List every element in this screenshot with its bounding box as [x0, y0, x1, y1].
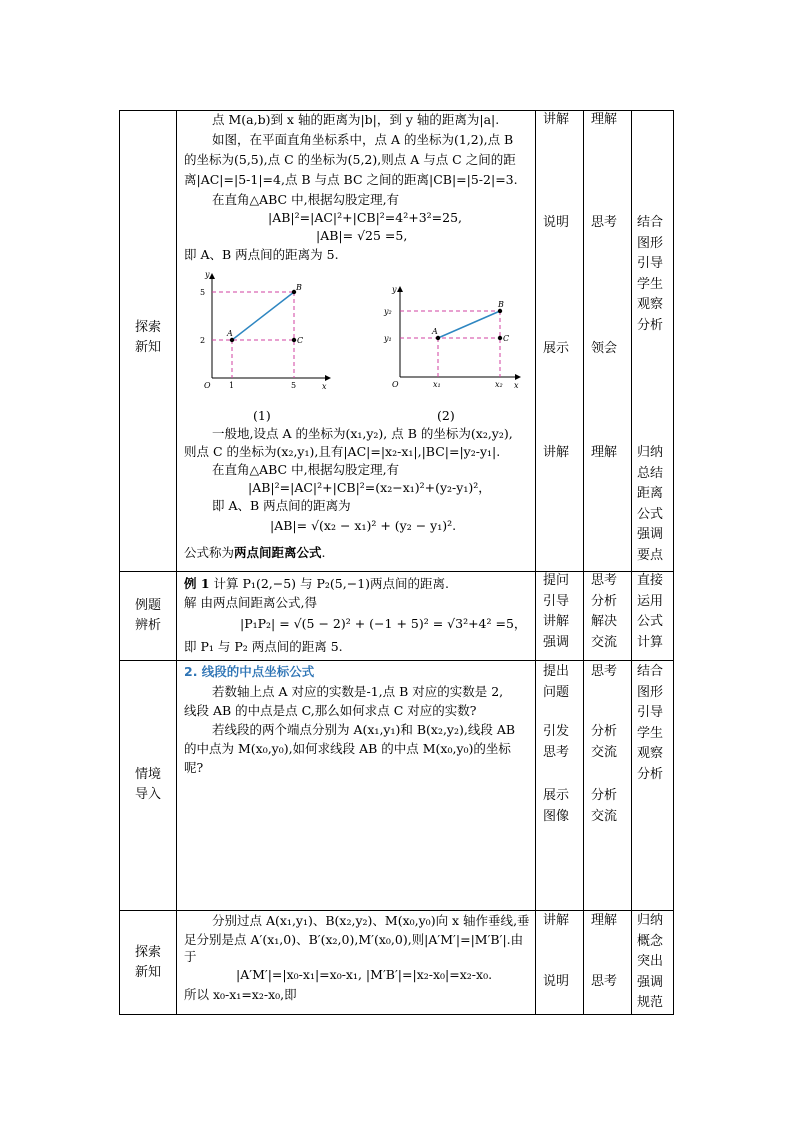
origin-label: O	[392, 380, 399, 389]
text-line: 所以 x₀-x₁=x₂-x₀,即	[184, 987, 297, 1002]
design-intent: 归纳 概念 突出 强调 规范	[637, 913, 664, 1010]
example-label: 例 1	[184, 576, 210, 591]
row-divider	[119, 571, 673, 572]
point-label: C	[297, 336, 304, 345]
axis-label: y	[205, 270, 210, 279]
text-line: 离|AC|=|5-1|=4,点 B 与点 BC 之间的距离|CB|=|5-2|=3.	[184, 172, 518, 187]
coordinate-figure-2	[370, 283, 530, 395]
text-line: 线段 AB 的中点是点 C,那么如何求点 C 对应的实数?	[184, 703, 477, 718]
text-line: 的坐标为(5,5),点 C 的坐标为(5,2),则点 A 与点 C 之间的距	[184, 152, 516, 167]
point-c	[498, 336, 502, 340]
teacher-activity: 讲解	[543, 445, 570, 460]
tick-label: y₁	[384, 334, 392, 343]
text-line: 解 由两点间距离公式,得	[184, 595, 317, 610]
text-line: 若数轴上点 A 对应的实数是-1,点 B 对应的实数是 2,	[212, 684, 504, 699]
tick-label: x₁	[433, 380, 441, 389]
teacher-activity: 讲解	[543, 112, 570, 127]
teacher-activity: 说明	[543, 215, 570, 230]
section-label: 探索 新知	[134, 945, 161, 980]
tick-label: 2	[200, 336, 206, 345]
student-activity: 思考	[591, 664, 618, 679]
col-divider	[673, 110, 674, 1015]
subsection-title: 2. 线段的中点坐标公式	[184, 664, 315, 679]
axis-label: y	[392, 285, 397, 294]
teacher-activity: 讲解	[543, 913, 570, 928]
design-intent: 结合 图形 引导 学生 观察 分析	[637, 664, 664, 782]
point-a	[436, 336, 440, 340]
axis-label: x	[514, 381, 519, 390]
origin-label: O	[204, 381, 211, 390]
text-line: 一般地,设点 A 的坐标为(x₁,y₂), 点 B 的坐标为(x₂,y₂),	[212, 426, 513, 441]
tick-label: 5	[200, 288, 206, 297]
point-a	[230, 338, 234, 342]
text-line: 在直角△ABC 中,根据勾股定理,有	[212, 192, 400, 207]
figure-caption: (1)	[253, 408, 271, 423]
example-line	[184, 574, 449, 594]
col-divider	[583, 110, 584, 1015]
teacher-activity: 引发 思考	[543, 724, 570, 760]
text-line: 呢?	[184, 760, 204, 775]
teacher-activity: 说明	[543, 974, 570, 989]
section-label: 情境 导入	[134, 767, 161, 802]
student-activity: 理解	[591, 445, 618, 460]
formula-line: |AB|= √(x₂ − x₁)² + (y₂ − y₁)².	[270, 518, 457, 533]
col-divider	[631, 110, 632, 1015]
text-line: 的中点为 M(x₀,y₀),如何求线段 AB 的中点 M(x₀,y₀)的坐标	[184, 741, 511, 756]
col-divider	[119, 110, 120, 1015]
col-divider	[176, 110, 177, 1015]
point-label: B	[498, 300, 504, 309]
text-line: 在直角△ABC 中,根据勾股定理,有	[212, 462, 400, 477]
formula-line: |P₁P₂| = √(5 − 2)² + (−1 + 5)² = √3²+4² =5，	[240, 616, 527, 631]
formula-line: |AB|²=|AC|²+|CB|²=4²+3²=25,	[268, 210, 463, 225]
point-b	[498, 309, 502, 313]
student-activity: 领会	[591, 341, 618, 356]
text-line: 于	[184, 949, 197, 964]
coordinate-figure-1	[190, 268, 340, 396]
tick-label: 5	[291, 381, 297, 390]
term-highlight: 两点间距离公式	[234, 545, 322, 560]
text-line	[184, 543, 326, 563]
student-activity: 分析 交流	[591, 724, 618, 760]
text-fragment: 公式称为	[184, 545, 235, 560]
design-intent: 直接 运用 公式 计算	[637, 573, 664, 650]
design-intent: 归纳 总结 距离 公式 强调 要点	[637, 445, 664, 563]
formula-line: |AB|= √25 =5,	[316, 228, 408, 243]
student-activity: 思考 分析 解决 交流	[591, 573, 618, 650]
point-label: A	[227, 329, 233, 338]
table-bottom-border	[119, 1014, 673, 1015]
point-label: C	[503, 334, 510, 343]
text-line: 即 P₁ 与 P₂ 两点间的距离 5.	[184, 639, 343, 654]
formula-line: |A′M′|=|x₀-x₁|=x₀-x₁, |M′B′|=|x₂-x₀|=x₂-x₀.	[236, 967, 493, 982]
section-label: 探索 新知	[134, 320, 161, 355]
text-line: 足分别是点 A′(x₁,0)、B′(x₂,0),M′(x₀,0),则|A′M′|=|M′B′|.由	[184, 932, 524, 947]
tick-label: y₂	[384, 307, 392, 316]
tick-label: x₂	[495, 380, 503, 389]
text-line: 若线段的两个端点分别为 A(x₁,y₁)和 B(x₂,y₂),线段 AB	[212, 722, 516, 737]
section-label: 例题 辨析	[134, 598, 161, 633]
text-fragment: 计算 P₁(2,−5) 与 P₂(5,−1)两点间的距离.	[213, 576, 449, 591]
point-label: A	[432, 327, 438, 336]
student-activity: 理解	[591, 112, 618, 127]
text-line: 分别过点 A(x₁,y₁)、B(x₂,y₂)、M(x₀,y₀)向 x 轴作垂线,垂	[212, 913, 530, 928]
student-activity: 分析 交流	[591, 788, 618, 824]
row-divider	[119, 660, 673, 661]
tick-label: 1	[229, 381, 235, 390]
student-activity: 理解	[591, 913, 618, 928]
design-intent: 结合 图形 引导 学生 观察 分析	[637, 215, 664, 333]
text-fragment: .	[321, 545, 326, 560]
formula-line: |AB|²=|AC|²+|CB|²=(x₂−x₁)²+(y₂-y₁)²，	[248, 480, 491, 495]
axis-label: x	[322, 382, 327, 391]
text-line: 即 A、B 两点间的距离为 5.	[184, 247, 339, 262]
col-divider	[535, 110, 536, 1015]
text-line: 即 A、B 两点间的距离为	[212, 498, 351, 513]
segment-ab	[232, 292, 294, 340]
point-label: B	[296, 283, 302, 292]
figure-caption: (2)	[437, 408, 455, 423]
teacher-activity: 提出 问题	[543, 664, 570, 700]
teacher-activity: 展示 图像	[543, 788, 570, 824]
text-line: 点 M(a,b)到 x 轴的距离为|b|，到 y 轴的距离为|a|.	[212, 112, 500, 127]
student-activity: 思考	[591, 215, 618, 230]
text-line: 如图，在平面直角坐标系中，点 A 的坐标为(1,2),点 B	[212, 132, 514, 147]
student-activity: 思考	[591, 974, 618, 989]
text-line: 则点 C 的坐标为(x₂,y₁),且有|AC|=|x₂-x₁|,|BC|=|y₂-y₁|.	[184, 444, 501, 459]
teacher-activity: 展示	[543, 341, 570, 356]
point-c	[292, 338, 296, 342]
segment-ab	[438, 311, 500, 338]
teacher-activity: 提问 引导 讲解 强调	[543, 573, 570, 650]
